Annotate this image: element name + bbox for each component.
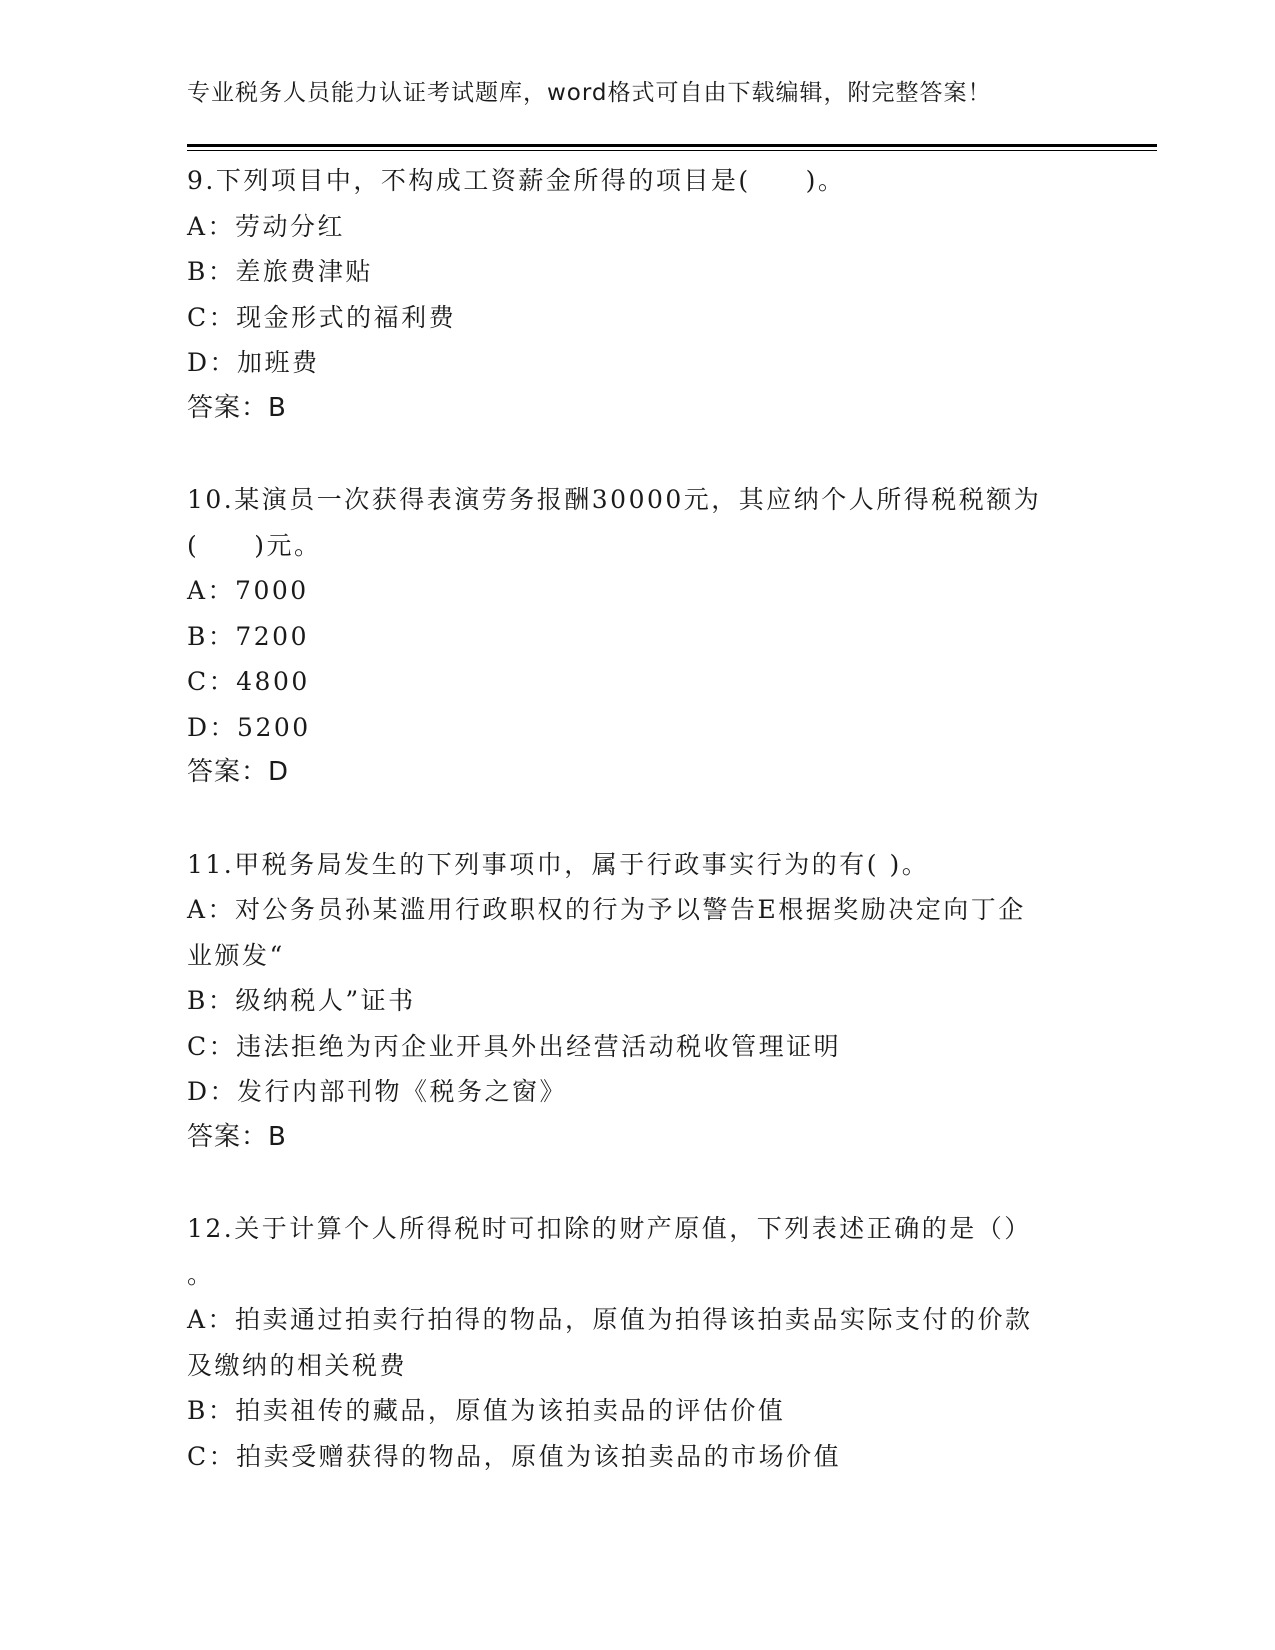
page-header: 专业税务人员能力认证考试题库，word格式可自由下载编辑，附完整答案！ [187, 80, 992, 106]
option-b: B：7200 [187, 621, 309, 651]
option-c: C：现金形式的福利费 [187, 302, 457, 332]
question-stem: 11.甲税务局发生的下列事项巾，属于行政事实行为的有( )。 [187, 849, 930, 879]
answer-line: 答案：B [187, 392, 287, 423]
option-b: B：差旅费津贴 [187, 257, 373, 286]
header-rule-thin [187, 150, 1157, 151]
question-stem: 10.某演员一次获得表演劳务报酬30000元，其应纳个人所得税税额为 [187, 485, 1042, 514]
option-c: C：违法拒绝为丙企业开具外出经营活动税收管理证明 [187, 1031, 842, 1061]
option-a: A：对公务员孙某滥用行政职权的行为予以警告E根据奖励决定向丁企 [187, 895, 1026, 924]
question-stem-continued: 。 [187, 1259, 215, 1289]
option-c: C：拍卖受赠获得的物品，原值为该拍卖品的市场价值 [187, 1441, 842, 1471]
question-stem: 9.下列项目中，不构成工资薪金所得的项目是( )。 [187, 166, 846, 195]
question-list [187, 158, 1087, 1525]
option-d: D：5200 [187, 712, 311, 742]
option-a-continued: 业颁发“ [187, 940, 285, 970]
option-b: B：拍卖祖传的藏品，原值为该拍卖品的评估价值 [187, 1396, 786, 1425]
option-a: A：7000 [187, 576, 309, 605]
option-d: D：加班费 [187, 348, 320, 377]
option-a: A：劳动分红 [187, 211, 346, 241]
answer-line: 答案：D [187, 757, 290, 787]
option-c: C：4800 [187, 667, 310, 696]
question-9 [187, 158, 1087, 431]
question-stem: 12.关于计算个人所得税时可扣除的财产原值，下列表述正确的是（） [187, 1214, 1032, 1243]
option-a-continued: 及缴纳的相关税费 [187, 1350, 408, 1380]
option-d: D：发行内部刊物《税务之窗》 [187, 1077, 568, 1106]
answer-line: 答案：B [187, 1121, 287, 1152]
header-rule-thick [187, 144, 1157, 147]
question-12 [187, 1206, 1087, 1479]
option-b: B：级纳税人”证书 [187, 986, 416, 1015]
question-11 [187, 842, 1087, 1161]
question-stem-continued: ( )元。 [187, 530, 322, 560]
question-10 [187, 477, 1087, 796]
option-a: A：拍卖通过拍卖行拍得的物品，原值为拍得该拍卖品实际支付的价款 [187, 1305, 1033, 1334]
